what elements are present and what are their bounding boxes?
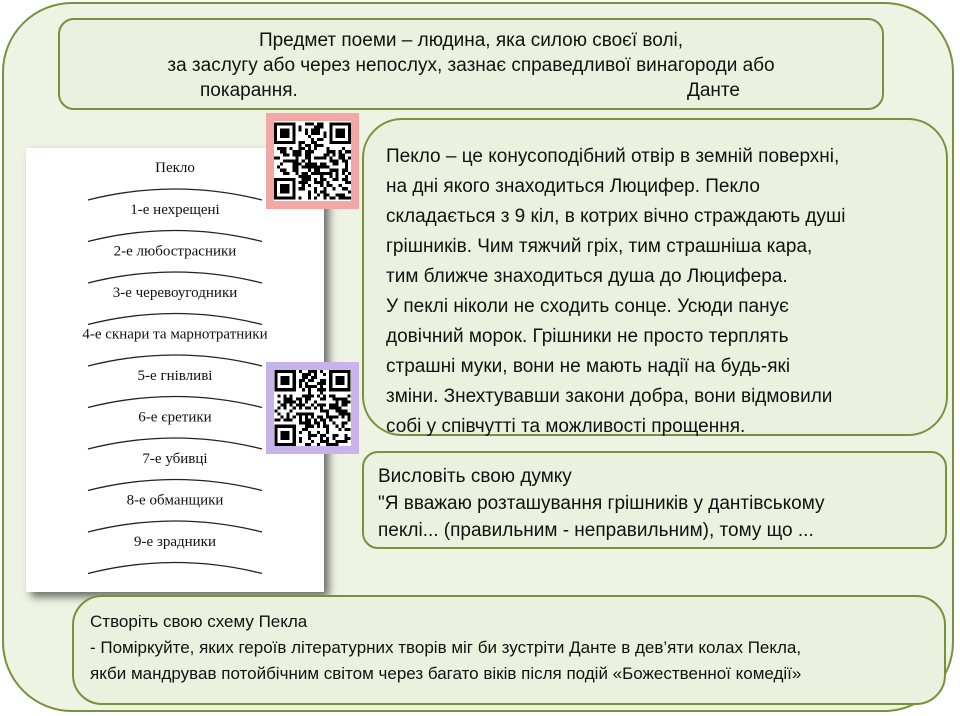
circle-arc xyxy=(88,231,262,242)
circle-label: 8-е обманщики xyxy=(126,492,224,509)
quote-line-2: за заслугу або через непослух, зазнає справедливої винагороди або xyxy=(167,55,775,76)
opinion-line-1: "Я вважаю розташування грішників у дантівському xyxy=(378,493,825,514)
hell-line: на дні якого знаходиться Люцифер. Пекло xyxy=(386,176,760,197)
hell-line: зміни. Знехтувавши закони добра, вони відмовили xyxy=(386,386,833,407)
quote-box xyxy=(58,18,884,110)
circle-arc xyxy=(88,314,262,325)
circle-arc xyxy=(88,189,262,200)
quote-line-1: Предмет поеми – людина, яка силою своєї волі, xyxy=(258,30,684,51)
circle-label: 1-е нехрещені xyxy=(130,202,220,218)
hell-line: собі у співчутті та можливості прощення. xyxy=(386,416,746,437)
scheme-box xyxy=(72,595,946,705)
circle-arc xyxy=(88,355,262,366)
circle-arc xyxy=(88,438,262,449)
circle-label: 7-е убивці xyxy=(142,451,208,467)
circle-arc xyxy=(88,480,262,491)
qr-code-purple[interactable] xyxy=(266,362,359,454)
hell-line: тим ближче знаходиться душа до Люцифера. xyxy=(386,266,788,287)
hell-line: страшні муки, вони не мають надії на будь-які xyxy=(386,356,791,377)
qr-code-icon xyxy=(274,121,351,201)
quote-author: Данте xyxy=(687,80,740,101)
quote-line-3 xyxy=(60,78,882,103)
hell-description-text xyxy=(386,142,928,442)
circle-label: 2-е любострасники xyxy=(113,243,237,260)
diagram-title: Пекло xyxy=(155,160,195,176)
circle-arc xyxy=(88,397,262,408)
scheme-line-2: якби мандрував потойбічним світом через багато віків після подій «Божественної комедії» xyxy=(90,664,802,683)
qr-code-icon xyxy=(274,370,351,446)
circle-label: 3-е черевоугодники xyxy=(112,285,238,301)
hell-line: довічний морок. Грішники не просто терплять xyxy=(386,326,789,347)
opinion-line-2: пеклі... (правильним - неправильним), тому що ... xyxy=(378,520,814,541)
hell-line: У пеклі ніколи не сходить сонце. Усюди панує xyxy=(386,296,789,317)
circle-label: 4-е скнари та марнотратники xyxy=(82,326,268,343)
opinion-text xyxy=(378,463,935,544)
scheme-line-1: - Поміркуйте, яких героїв літературних творів міг би зустріти Данте в дев’яти колах Пекла, xyxy=(90,638,802,657)
opinion-box xyxy=(362,451,947,549)
circle-arc xyxy=(88,521,262,532)
circle-arc xyxy=(88,272,262,283)
circle-label: 9-е зрадники xyxy=(134,534,216,550)
qr-code-pink[interactable] xyxy=(266,113,359,209)
hell-line: грішників. Чим тяжчий гріх, тим страшніша кара, xyxy=(386,236,813,257)
quote-text xyxy=(60,28,882,103)
scheme-text xyxy=(90,609,936,687)
scheme-heading: Створіть свою схему Пекла xyxy=(90,612,308,631)
hell-line: складається з 9 кіл, в котрих вічно страждають душі xyxy=(386,206,846,227)
hell-description-box xyxy=(362,118,948,436)
quote-line-3-text: покарання. xyxy=(200,80,298,101)
circle-label: 6-е єретики xyxy=(138,409,212,426)
circle-arc xyxy=(88,563,262,574)
hell-line: Пекло – це конусоподібний отвір в земній поверхні, xyxy=(386,146,840,167)
opinion-heading: Висловіть свою думку xyxy=(378,466,572,487)
circle-label: 5-е гнівливі xyxy=(137,368,213,384)
